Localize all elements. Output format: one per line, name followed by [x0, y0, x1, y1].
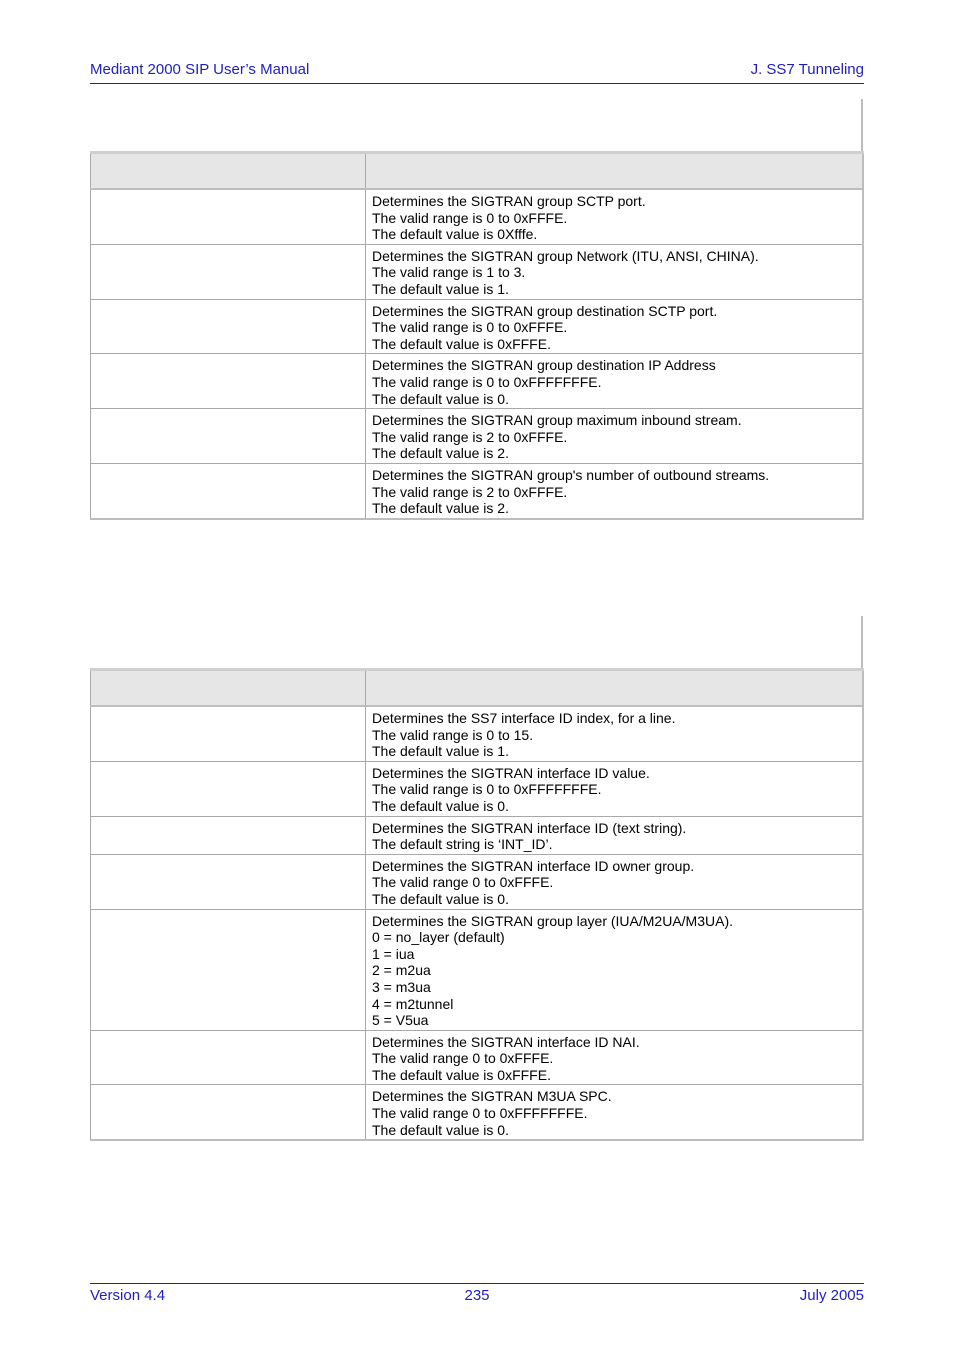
description-line: Determines the SIGTRAN interface ID (text string).	[372, 819, 687, 836]
parameter-cell	[91, 409, 366, 464]
sigtran-group-parameters-table	[90, 151, 864, 520]
description-cell	[366, 816, 864, 854]
description-cell	[366, 706, 864, 761]
description-cell	[366, 299, 864, 354]
description-line: 1 = iua	[372, 945, 415, 962]
description-cell	[366, 463, 864, 518]
description-line: The valid range is 0 to 0xFFFE.	[372, 209, 568, 226]
description-header-cell	[366, 153, 864, 190]
description-line: Determines the SIGTRAN group layer (IUA/M2UA/M3UA).	[372, 912, 733, 929]
table-row	[91, 409, 864, 464]
description-line: Determines the SIGTRAN group destination IP Address	[372, 357, 716, 374]
description-line: The default value is 0xFFFE.	[372, 1066, 551, 1083]
manual-title: Mediant 2000 SIP User’s Manual	[90, 61, 310, 78]
description-cell	[366, 189, 864, 244]
description-cell	[366, 244, 864, 299]
description-line: The default value is 2.	[372, 500, 509, 517]
description-line: Determines the SIGTRAN interface ID owner group.	[372, 857, 695, 874]
description-cell	[366, 854, 864, 909]
table-row	[91, 1030, 864, 1085]
parameter-header-cell	[91, 670, 366, 707]
description-line: The valid range is 2 to 0xFFFE.	[372, 483, 568, 500]
description-line: Determines the SIGTRAN interface ID NAI.	[372, 1033, 640, 1050]
table-row	[91, 189, 864, 244]
description-line: Determines the SIGTRAN group Network (ITU, ANSI, CHINA).	[372, 247, 759, 264]
description-cell	[366, 1085, 864, 1140]
description-line: The default value is 0.	[372, 890, 509, 907]
description-line: Determines the SIGTRAN group SCTP port.	[372, 193, 646, 209]
description-cell	[366, 909, 864, 1030]
description-cell	[366, 409, 864, 464]
parameter-cell	[91, 761, 366, 816]
description-line: The default value is 0.	[372, 1121, 509, 1138]
description-line: The valid range is 0 to 0xFFFFFFFE.	[372, 373, 602, 390]
description-line: The valid range 0 to 0xFFFE.	[372, 874, 554, 891]
table-header-row	[91, 670, 864, 707]
description-line: The valid range is 0 to 0xFFFE.	[372, 319, 568, 336]
description-cell	[366, 761, 864, 816]
description-line: The valid range is 0 to 15.	[372, 726, 534, 743]
description-line: 3 = m3ua	[372, 978, 431, 995]
table-row	[91, 761, 864, 816]
description-line: The valid range 0 to 0xFFFE.	[372, 1050, 554, 1067]
parameter-cell	[91, 354, 366, 409]
parameter-header-cell	[91, 153, 366, 190]
table-row	[91, 299, 864, 354]
table-row	[91, 244, 864, 299]
description-line: The default value is 2.	[372, 445, 509, 462]
description-line: 4 = m2tunnel	[372, 995, 454, 1012]
description-cell	[366, 354, 864, 409]
description-line: Determines the SIGTRAN M3UA SPC.	[372, 1088, 612, 1105]
table-row	[91, 854, 864, 909]
page-number: 235	[464, 1287, 490, 1304]
description-line: Determines the SIGTRAN group destination SCTP port.	[372, 302, 718, 319]
parameter-cell	[91, 1030, 366, 1085]
page-header	[90, 61, 864, 84]
table-row	[91, 463, 864, 518]
table-row	[91, 816, 864, 854]
parameter-cell	[91, 244, 366, 299]
description-line: The valid range is 0 to 0xFFFFFFFE.	[372, 781, 602, 798]
description-line: The default string is ‘INT_ID’.	[372, 836, 553, 853]
version-label: Version 4.4	[90, 1287, 166, 1304]
table-row	[91, 909, 864, 1030]
sigtran-interface-parameters-table	[90, 668, 864, 1141]
description-line: The valid range is 2 to 0xFFFE.	[372, 428, 568, 445]
page-footer	[90, 1283, 864, 1304]
table-header-row	[91, 153, 864, 190]
parameter-cell	[91, 463, 366, 518]
description-line: The default value is 1.	[372, 743, 509, 760]
parameter-cell	[91, 706, 366, 761]
description-line: The default value is 0.	[372, 390, 509, 407]
description-line: Determines the SIGTRAN interface ID value.	[372, 764, 650, 781]
description-line: 5 = V5ua	[372, 1012, 429, 1029]
description-line: The valid range is 1 to 3.	[372, 264, 526, 281]
table2-caption-divider	[861, 616, 863, 668]
table-row	[91, 706, 864, 761]
description-line: The default value is 0xFFFE.	[372, 335, 551, 352]
description-line: The valid range 0 to 0xFFFFFFFE.	[372, 1105, 588, 1122]
description-line: The default value is 0Xfffe.	[372, 226, 538, 243]
table1-caption-divider	[861, 99, 863, 151]
parameter-cell	[91, 299, 366, 354]
description-cell	[366, 1030, 864, 1085]
publish-date: July 2005	[799, 1287, 864, 1304]
table-row	[91, 354, 864, 409]
parameter-cell	[91, 816, 366, 854]
description-line: The default value is 1.	[372, 280, 509, 297]
parameter-cell	[91, 854, 366, 909]
parameter-cell	[91, 1085, 366, 1140]
description-line: 2 = m2ua	[372, 962, 431, 979]
description-line: Determines the SS7 interface ID index, for a line.	[372, 710, 676, 726]
parameter-cell	[91, 909, 366, 1030]
parameter-cell	[91, 189, 366, 244]
table-row	[91, 1085, 864, 1140]
chapter-title: J. SS7 Tunneling	[750, 61, 864, 78]
description-line: Determines the SIGTRAN group's number of outbound streams.	[372, 466, 770, 483]
description-line: Determines the SIGTRAN group maximum inbound stream.	[372, 412, 742, 429]
description-line: 0 = no_layer (default)	[372, 929, 505, 946]
description-line: The default value is 0.	[372, 797, 509, 814]
description-header-cell	[366, 670, 864, 707]
